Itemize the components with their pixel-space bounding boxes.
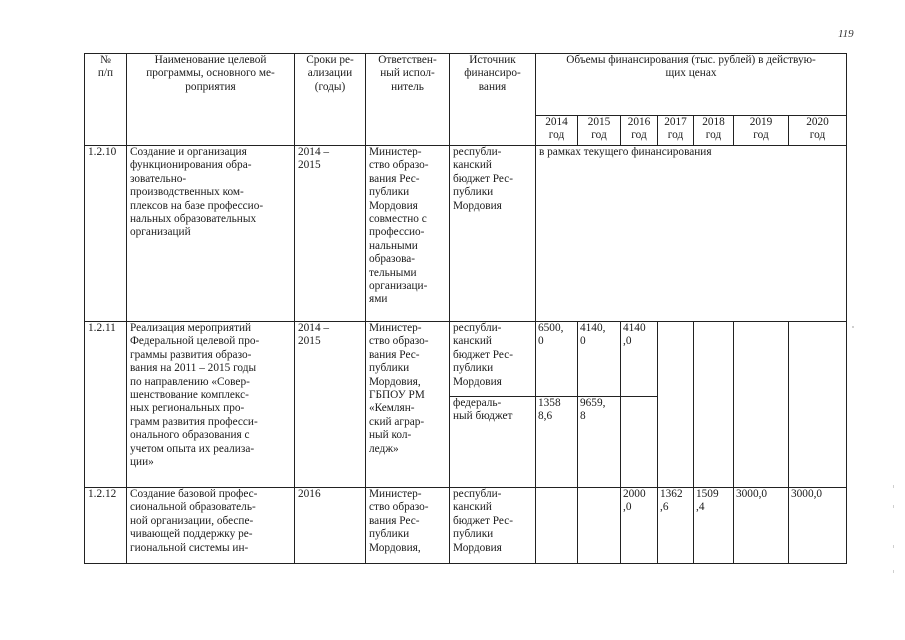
- value-cell: 3000,0: [789, 488, 847, 564]
- value-cell: 1358 8,6: [536, 397, 578, 488]
- row-name: Создание базовой профес- сиональной образователь- ной организации, обеспе- чивающей поддержку ре- гиональной системы ин-: [127, 488, 295, 564]
- header-funding: Объемы финансирования (тыс. рублей) в действую- щих ценах: [536, 54, 847, 116]
- row-executor: Министер- ство образо- вания Рес- публики Мордовия, ГБПОУ РМ «Кемлян- ский аграр- ный кол- ледж»: [366, 322, 450, 488]
- header-row: [85, 54, 847, 116]
- value-cell: 4140 ,0: [621, 322, 658, 397]
- header-source: Источник финансиро- вания: [450, 54, 536, 146]
- row-source: республи- канский бюджет Рес- публики Мордовия: [450, 488, 536, 564]
- row-executor: Министер- ство образо- вания Рес- публики Мордовия,: [366, 488, 450, 564]
- value-cell: [536, 488, 578, 564]
- value-cell: [621, 397, 658, 488]
- year-2016: 2016 год: [621, 116, 658, 146]
- value-cell: [734, 322, 789, 488]
- header-executor: Ответствен- ный испол- нитель: [366, 54, 450, 146]
- scan-speck: [893, 570, 894, 573]
- value-cell: 3000,0: [734, 488, 789, 564]
- scan-speck: [852, 326, 854, 328]
- table-row: [85, 322, 847, 397]
- scan-speck: [893, 505, 894, 508]
- value-cell: [578, 488, 621, 564]
- row-period: 2014 – 2015: [295, 146, 366, 322]
- year-2017: 2017 год: [658, 116, 694, 146]
- year-2018: 2018 год: [694, 116, 734, 146]
- header-name: Наименование целевой программы, основного ме- роприятия: [127, 54, 295, 146]
- row-period: 2016: [295, 488, 366, 564]
- value-cell: [694, 322, 734, 488]
- value-cell: [789, 322, 847, 488]
- row-num: 1.2.11: [85, 322, 127, 488]
- table-row: [85, 488, 847, 564]
- value-cell: 6500, 0: [536, 322, 578, 397]
- value-cell: 1509 ,4: [694, 488, 734, 564]
- year-2014: 2014 год: [536, 116, 578, 146]
- scan-speck: [893, 485, 894, 488]
- value-cell: 1362 ,6: [658, 488, 694, 564]
- header-period: Сроки ре- ализации (годы): [295, 54, 366, 146]
- row-source: республи- канский бюджет Рес- публики Мордовия: [450, 146, 536, 322]
- row-num: 1.2.12: [85, 488, 127, 564]
- table-row: [85, 146, 847, 322]
- value-cell: 2000 ,0: [621, 488, 658, 564]
- value-cell: 4140, 0: [578, 322, 621, 397]
- value-cell: [658, 322, 694, 488]
- row-num: 1.2.10: [85, 146, 127, 322]
- header-num: № п/п: [85, 54, 127, 146]
- page-number: 119: [838, 28, 854, 40]
- row-executor: Министер- ство образо- вания Рес- публики Мордовия совместно с профессио- нальными образова- тельными организаци- ями: [366, 146, 450, 322]
- scan-speck: [893, 545, 894, 548]
- row-note: в рамках текущего финансирования: [536, 146, 847, 322]
- row-name: Создание и организация функционирования обра- зовательно- производственных ком- плексов на базе профессио- нальных образовательных организаций: [127, 146, 295, 322]
- row-period: 2014 – 2015: [295, 322, 366, 488]
- value-cell: 9659, 8: [578, 397, 621, 488]
- year-2020: 2020 год: [789, 116, 847, 146]
- year-2019: 2019 год: [734, 116, 789, 146]
- row-name: Реализация мероприятий Федеральной целевой про- граммы развития образо- вания на 2011 – 2015 годы по направлению «Совер- шенствование комплекс- ных региональных про- грамм развития професси- онального образования с учетом опыта их реализа- ции»: [127, 322, 295, 488]
- year-2015: 2015 год: [578, 116, 621, 146]
- row-source: республи- канский бюджет Рес- публики Мордовия: [450, 322, 536, 397]
- funding-table: [84, 53, 847, 564]
- row-source: федераль- ный бюджет: [450, 397, 536, 488]
